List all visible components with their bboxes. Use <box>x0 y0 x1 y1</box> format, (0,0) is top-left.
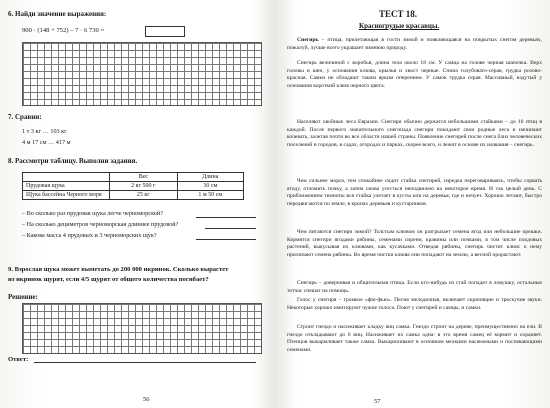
paragraph-6: Снегирь – доверчивая и общительная птица. Если кто-нибудь из стай попадет в ловушку, остальные тотчас спешат на помощь. <box>287 280 542 294</box>
paragraph-1-bold: Снегирь <box>297 37 319 43</box>
task9-line-2: из икринок щурят, если 4/5 щурят от общего количества погибает? <box>8 276 209 283</box>
table-cell: Прудовая щука <box>23 182 110 191</box>
task7-compare-2: 4 м 17 см … 417 м <box>22 139 71 146</box>
answer-label: Ответ: <box>8 356 29 363</box>
task6-work-grid[interactable] <box>22 42 262 106</box>
task8-title: 8. Рассмотри таблицу. Выполни задания. <box>8 157 138 165</box>
page-number-right: 57 <box>374 398 381 405</box>
task8-question-2: – На сколько дециметров черноморская длиннее прудовой? <box>22 221 179 228</box>
task8-question-3: – Какова масса 4 прудовых и 3 черноморских щук? <box>22 232 157 239</box>
test-title: ТЕСТ 18. <box>379 9 418 19</box>
task6-title: 6. Найди значение выражения: <box>8 10 107 18</box>
paragraph-1 <box>287 37 542 52</box>
table-header-cell: Длина <box>177 173 243 182</box>
table-cell: 1 м 50 см <box>177 191 243 200</box>
paragraph-3: Населяют хвойные леса Евразии. Снегири обычно держатся небольшими стайками – до 10 птиц в каждой. После первого значительного снегопада снегири покидают свои родные леса и начинают кочевать, залетая почти во все области нашей страны. Появление снегирей после снега близ человеческих поселений и городов, в садах, огородах и парках, скорее всего, и лежит в основе их названия – снегирь. <box>287 119 542 148</box>
table-header-row <box>23 173 244 182</box>
table-cell: 25 кг <box>110 191 178 200</box>
pike-table <box>22 172 244 200</box>
table-row <box>23 182 244 191</box>
task6-answer-box[interactable] <box>145 26 185 37</box>
table-cell: Щука бассейна Черного моря <box>23 191 110 200</box>
answer-line[interactable] <box>196 217 256 218</box>
task9-line-1: 9. Взрослая щука может выметать до 200 000 икринок. Сколько вырастет <box>8 266 229 273</box>
paragraph-1-rest: – птица, прилетающая в гости зимой и появляющаяся на покрытых снегом деревьях, пожалуй, лучше всего украшает зимнюю природу. <box>287 37 542 51</box>
paragraph-5: Чем питаются снегири зимой? Толстым клювом он разгрызает семена ягод или небольшие орешки. Кормятся снегири ягодами рябины, семенами сирени, кравины или почками, в том числе плодовых растений, выкусывая их клювами, как кусачками. Отведав рябины, снегирь чистит клюв: к нему прилипают семена рябины. Во время чистки клюва они попадают на землю, а весной прорастают. <box>287 229 542 258</box>
task8-question-1: – Во сколько раз прудовая щука легче черноморской? <box>22 210 163 217</box>
paragraph-8: Строит гнездо и насиживает кладку яиц самка. Гнездо строит на дереве, преимущественно на ели. В гнездо откладывают до 6 яиц. Насиживает их самка одна: в это время самец её кормит и охраняет. Птенцов выкармливает также самка. Выкармливают в основном мелкими насекомыми и поспевающими семенами. <box>287 324 542 353</box>
answer-line[interactable] <box>205 228 256 229</box>
task6-expression: 900 · (148 + 752) – 7 · 6 730 = <box>22 27 105 34</box>
answer-line[interactable] <box>34 362 256 363</box>
right-page <box>275 0 550 408</box>
task9-work-grid[interactable] <box>22 303 262 354</box>
task7-compare-1: 1 т 3 кг … 103 кг <box>22 128 67 135</box>
text-subtitle: Красногрудые красавцы. <box>359 22 440 30</box>
paragraph-2: Снегирь величиной с воробья, длина тела около 18 см. У самца на голове черная шапочка. Верх головы и шеи, у основания клюва, крылья и хвост черные. Спина голубовато-серая, грудка розово-красная. Самки не обладают таким ярким оперением. У самок грудка серая. Массивный, вздутый у основания короткий клюв черного цвета. <box>287 60 542 89</box>
table-cell: 30 см <box>177 182 243 191</box>
task7-title: 7. Сравни: <box>8 113 42 121</box>
table-row <box>23 191 244 200</box>
paragraph-4: Чем сильнее мороз, тем спокойнее сидит стайка снегирей, изредка переговариваясь, чтобы сорвать ягоду, отломить почку, а затем снова усесться неподвижно на некоторое время. И так целый день. С приближением темноты вся стайка улетает в кусты или на деревья, где и ночует. Хорошо летают, быстро передвигаются по земле, в кронах деревьев и кустарников. <box>287 178 542 207</box>
table-cell: 2 кг 500 г <box>110 182 178 191</box>
paragraph-7: Голос у снегиря – громкое «фю-фью». Песня мелодичная, включает скрипящие и трескучие звуки. Некоторые хорошо имитируют чужие голоса. Поют у снегирей и самцы, и самки. <box>287 297 542 311</box>
solution-label: Решение: <box>8 293 38 301</box>
table-header-cell: Вес <box>110 173 178 182</box>
answer-line[interactable] <box>196 239 256 240</box>
table-header-cell <box>23 173 110 182</box>
page-number-left: 56 <box>143 396 150 403</box>
